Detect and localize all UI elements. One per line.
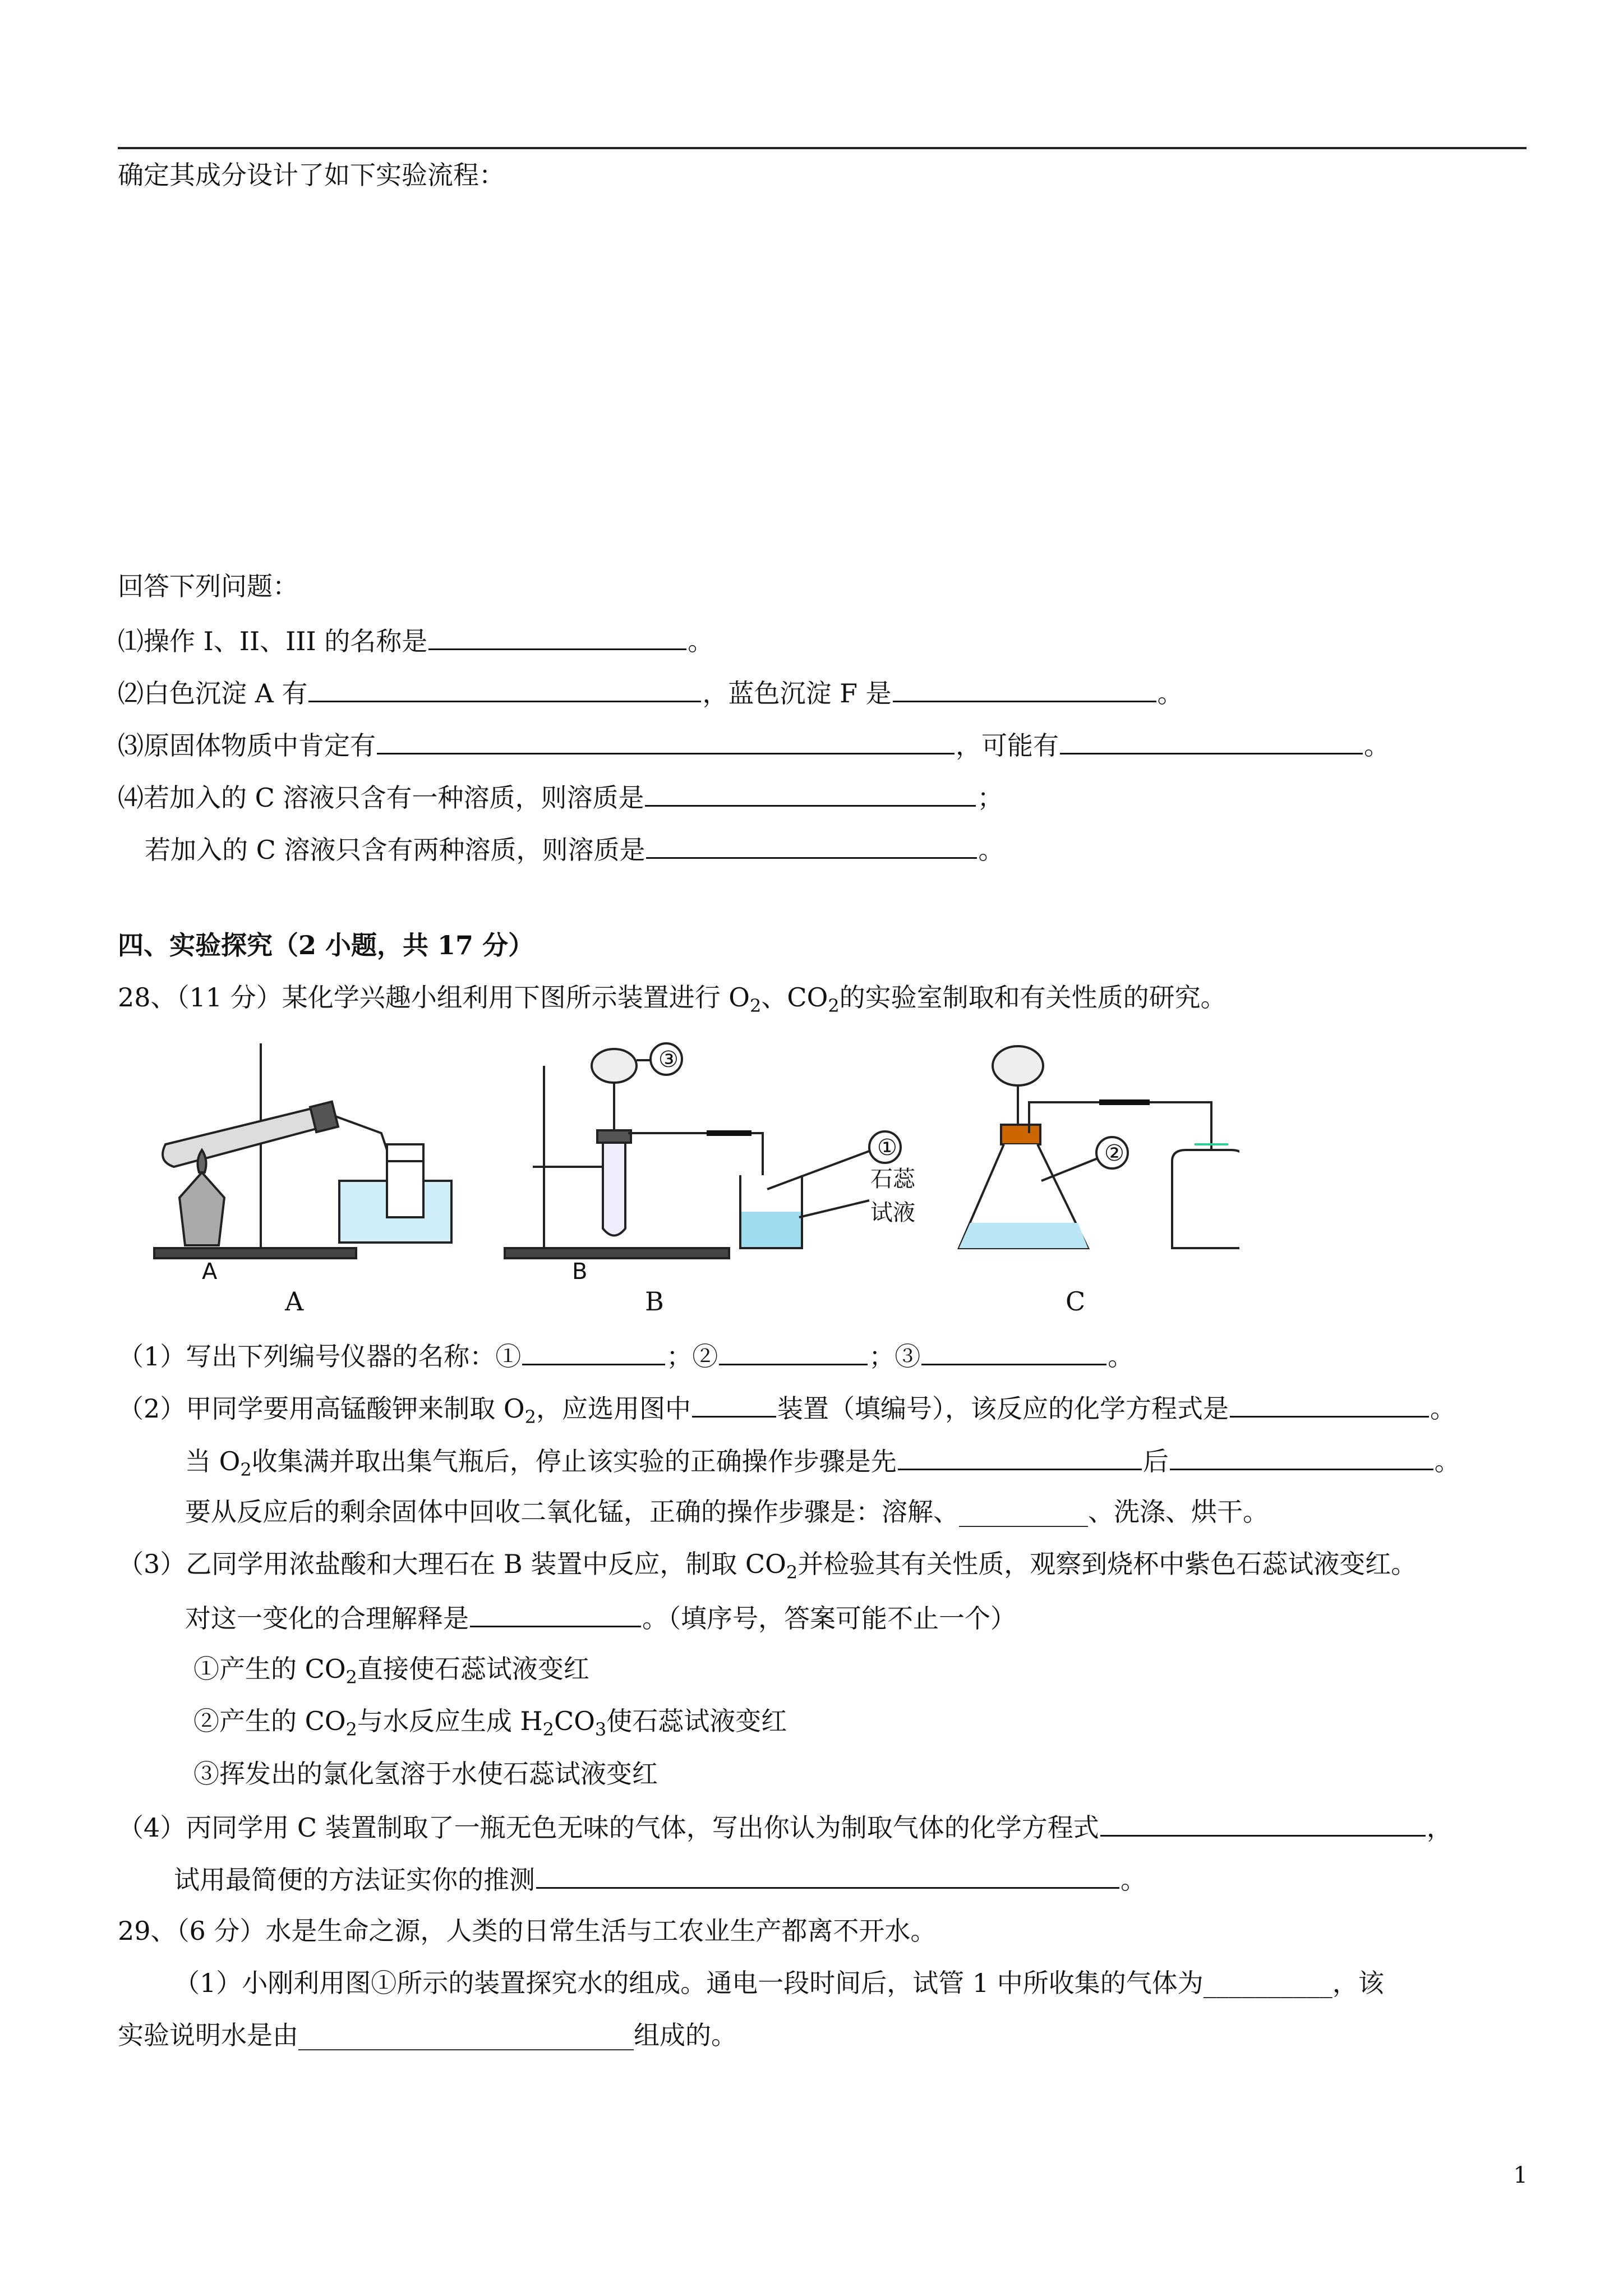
q28-part3-line2: 对这一变化的合理解释是 。（填序号，答案可能不止一个）: [185, 1600, 1016, 1635]
q28-stem: 28、（11 分）某化学兴趣小组利用下图所示装置进行 $O_2$、$CO_2$的实验室制取和有关性质的研究。: [118, 982, 1227, 1017]
answer-blank[interactable]: [308, 675, 701, 702]
answer-blank[interactable]: [921, 1338, 1106, 1365]
intro-text: 确定其成分设计了如下实验流程：: [118, 160, 505, 190]
q29-part1-line2: 实验说明水是由__________________________组成的。: [118, 2020, 737, 2050]
q27-part3: ⑶原固体物质中肯定有 ，可能有 。: [118, 727, 1390, 762]
answer-blank[interactable]: [470, 1600, 641, 1627]
q27-part5: 若加入的 C 溶液只含有两种溶质，则溶质是 。: [145, 831, 1004, 867]
q29-part1-line1: （1）小刚利用图①所示的装置探究水的组成。通电一段时间后，试管 1 中所收集的气体为__________，该: [174, 1968, 1384, 1998]
answer-blank[interactable]: [1100, 1809, 1426, 1837]
answer-blank[interactable]: [1060, 727, 1363, 754]
figure-label-c: C: [1066, 1286, 1086, 1317]
q27-part4: ⑷若加入的 C 溶液只含有一种溶质，则溶质是 ；: [118, 779, 1003, 815]
q28-part2-line2: 当 $O_2$收集满并取出集气瓶后，停止该实验的正确操作步骤是先 后 。: [185, 1443, 1460, 1478]
q28-part2-line1: （2）甲同学要用高锰酸钾来制取 $O_2$，应选用图中 装置（填编号），该反应的化学方程式是 。: [118, 1390, 1456, 1425]
answer-blank[interactable]: [1230, 1390, 1429, 1418]
fig-a-small-label: A: [202, 1259, 218, 1285]
q29-stem: 29、（6 分）水是生命之源，人类的日常生活与工农业生产都离不开水。: [118, 1916, 937, 1946]
fig-b-small-label: B: [572, 1259, 588, 1285]
apparatus-c: [959, 1046, 1239, 1248]
litmus-label-2: 试液: [870, 1200, 915, 1226]
answer-blank[interactable]: [893, 675, 1156, 702]
marker-2: ②: [1104, 1140, 1124, 1166]
answer-blank[interactable]: [692, 1390, 776, 1418]
apparatus-figure: [146, 1032, 1239, 1285]
q28-option-2: ②产生的 $CO_2$与水反应生成 $H_2CO_3$使石蕊试液变红: [193, 1706, 787, 1741]
header-rule: [118, 147, 1527, 149]
apparatus-a: [154, 1043, 451, 1285]
q28-part3-line1: （3）乙同学用浓盐酸和大理石在 B 装置中反应，制取 $CO_2$并检验其有关性质，观察到烧杯中紫色石蕊试液变红。: [118, 1549, 1417, 1584]
page-number: 1: [1513, 2162, 1528, 2188]
q27-part1: ⑴操作 I、II、III 的名称是 。: [118, 623, 713, 658]
q28-part4-line2: 试用最简便的方法证实你的推测 。: [174, 1861, 1146, 1897]
answer-blank[interactable]: [536, 1861, 1119, 1889]
answer-blank[interactable]: __________________________: [298, 2020, 634, 2050]
answer-blank[interactable]: [645, 779, 976, 807]
q28-option-3: ③挥发出的氯化氢溶于水使石蕊试液变红: [193, 1759, 658, 1789]
figure-label-b: B: [645, 1286, 664, 1317]
answer-blank[interactable]: __________: [1203, 1968, 1332, 1998]
answer-blank[interactable]: [428, 623, 686, 650]
section-4-title: 四、实验探究（2 小题，共 17 分）: [118, 930, 534, 960]
litmus-label-1: 石蕊: [870, 1166, 915, 1192]
marker-3: ③: [658, 1047, 679, 1073]
answer-blank[interactable]: [646, 831, 977, 859]
answer-blank[interactable]: [1170, 1443, 1433, 1470]
answer-blank[interactable]: [522, 1338, 665, 1365]
answer-blank[interactable]: [377, 727, 955, 754]
q27-part2: ⑵白色沉淀 A 有 ，蓝色沉淀 F 是 。: [118, 675, 1183, 710]
answer-blank[interactable]: __________: [959, 1497, 1088, 1527]
q28-part1: （1）写出下列编号仪器的名称：① ；② ；③ 。: [118, 1338, 1133, 1373]
q28-option-1: ①产生的 $CO_2$直接使石蕊试液变红: [193, 1654, 589, 1688]
answer-blank[interactable]: [898, 1443, 1142, 1470]
answer-blank[interactable]: [719, 1338, 868, 1365]
q28-part2-line3: 要从反应后的剩余固体中回收二氧化锰，正确的操作步骤是：溶解、__________、洗涤、烘干。: [185, 1497, 1269, 1527]
q28-part4-line1: （4）丙同学用 C 装置制取了一瓶无色无味的气体，写出你认为制取气体的化学方程式 ，: [118, 1809, 1453, 1844]
marker-1: ①: [877, 1135, 897, 1161]
figure-label-a: A: [285, 1286, 304, 1317]
apparatus-b: [505, 1043, 916, 1285]
answer-header: 回答下列问题：: [118, 571, 298, 601]
